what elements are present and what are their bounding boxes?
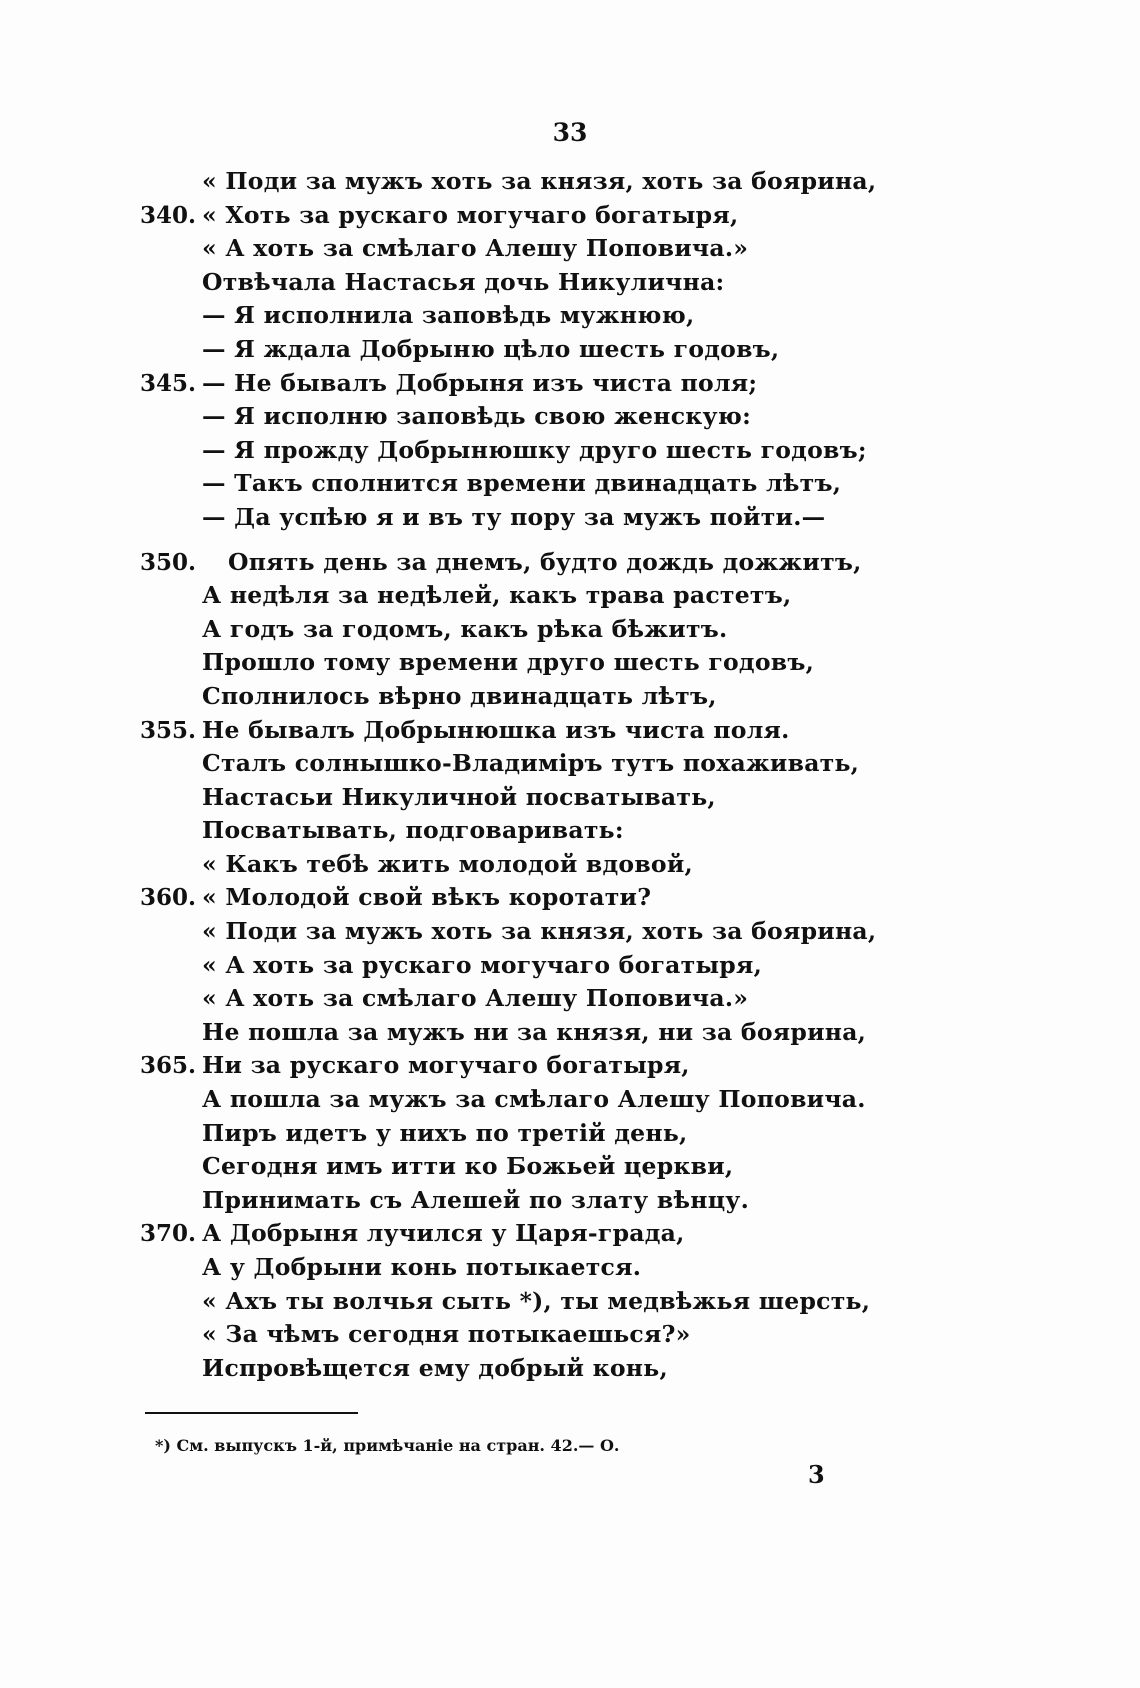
verse-text: « Хоть за рускаго могучаго богатыря, <box>202 200 739 229</box>
verse-line <box>140 646 860 680</box>
verse-text: Сполнилось вѣрно двинадцать лѣтъ, <box>202 681 717 710</box>
verse-line <box>140 949 860 983</box>
verse-text: — Я исполнила заповѣдь мужнюю, <box>202 301 695 330</box>
verse-text: Настасьи Никуличной посватывать, <box>202 782 716 811</box>
verse-line <box>140 1016 867 1050</box>
verse-line <box>140 1117 860 1151</box>
verse-line <box>140 1285 871 1319</box>
printer-signature-mark: 3 <box>808 1460 825 1489</box>
footnote: *) См. выпускъ 1-й, примѣчаніе на стран. 42.— О. <box>155 1436 620 1455</box>
verse-text: Принимать съ Алешей по злату вѣнцу. <box>202 1185 750 1214</box>
verse-line <box>140 434 867 468</box>
line-number: 360. <box>140 884 197 912</box>
line-number: 350. <box>140 548 197 576</box>
verse-text: Не бывалъ Добрынюшка изъ чиста поля. <box>202 715 790 744</box>
verse-line <box>140 680 860 714</box>
verse-line <box>140 747 860 781</box>
verse-text: Прошло тому времени друго шесть годовъ, <box>202 648 815 677</box>
verse-line <box>140 501 860 535</box>
verse-line <box>140 1049 860 1083</box>
verse-text: Пиръ идетъ у нихъ по третій день, <box>202 1118 688 1147</box>
verse-line <box>140 1184 860 1218</box>
line-number: 345. <box>140 369 197 397</box>
verse-text: « А хоть за смѣлаго Алешу Поповича.» <box>202 984 749 1013</box>
verse-text: « Ахъ ты волчья сыть *), ты медвѣжья шерсть, <box>202 1286 871 1315</box>
verse-line <box>140 1251 860 1285</box>
verse-line <box>140 1217 860 1251</box>
page-number: 33 <box>552 118 588 147</box>
verse-text: Ни за рускаго могучаго богатыря, <box>202 1051 690 1080</box>
verse-text: Посватывать, подговаривать: <box>202 816 624 845</box>
verse-text: А Добрыня лучился у Царя-града, <box>202 1219 685 1248</box>
poem-text <box>140 165 877 1385</box>
verse-line <box>140 579 860 613</box>
verse-text: — Такъ сполнится времени двинадцать лѣтъ, <box>202 469 842 498</box>
verse-line <box>140 781 860 815</box>
verse-line <box>140 881 860 915</box>
verse-text: — Я исполню заповѣдь свою женскую: <box>202 402 752 431</box>
verse-line <box>140 848 860 882</box>
verse-text: — Да успѣю я и въ ту пору за мужъ пойти.— <box>202 502 826 531</box>
line-number: 355. <box>140 716 197 744</box>
verse-line <box>140 1318 860 1352</box>
verse-text: « Поди за мужъ хоть за князя, хоть за боярина, <box>202 167 877 195</box>
verse-text: « За чѣмъ сегодня потыкаешься?» <box>202 1320 691 1349</box>
verse-line <box>140 199 860 233</box>
verse-text: « Молодой свой вѣкъ коротати? <box>202 883 652 912</box>
stanza-gap <box>140 535 860 546</box>
verse-line <box>140 982 860 1016</box>
verse-line <box>140 333 860 367</box>
verse-text: — Я ждала Добрыню цѣло шесть годовъ, <box>202 334 780 363</box>
verse-text: Сталъ солнышко-Владиміръ тутъ похаживать, <box>202 749 860 778</box>
verse-line <box>140 915 877 949</box>
verse-line <box>140 400 860 434</box>
verse-line <box>140 1352 860 1386</box>
verse-text: А у Добрыни конь потыкается. <box>202 1253 642 1281</box>
verse-line <box>140 714 860 748</box>
verse-text: — Не бывалъ Добрыня изъ чиста поля; <box>202 368 758 397</box>
verse-line <box>140 232 860 266</box>
verse-line <box>140 1150 860 1184</box>
verse-text: Испровѣщется ему добрый конь, <box>202 1353 668 1382</box>
line-number: 365. <box>140 1052 197 1080</box>
verse-text: « А хоть за рускаго могучаго богатыря, <box>202 950 762 979</box>
verse-line <box>140 266 860 300</box>
verse-text: Опять день за днемъ, будто дождь дожжитъ, <box>228 547 862 576</box>
verse-line <box>140 546 860 580</box>
verse-text: « Какъ тебѣ жить молодой вдовой, <box>202 849 693 878</box>
line-number: 370. <box>140 1220 197 1248</box>
verse-text: А недѣля за недѣлей, какъ трава растетъ, <box>202 581 792 610</box>
line-number: 340. <box>140 201 197 229</box>
verse-line <box>140 367 860 401</box>
verse-line <box>140 299 860 333</box>
verse-text: Отвѣчала Настасья дочь Никулична: <box>202 267 725 296</box>
verse-text: А годъ за годомъ, какъ рѣка бѣжитъ. <box>202 614 728 643</box>
verse-text: А пошла за мужъ за смѣлаго Алешу Поповича. <box>202 1085 866 1114</box>
footnote-divider <box>145 1412 358 1414</box>
verse-line <box>140 165 877 199</box>
verse-text: Сегодня имъ итти ко Божьей церкви, <box>202 1152 734 1181</box>
verse-text: « Поди за мужъ хоть за князя, хоть за боярина, <box>202 917 877 946</box>
verse-line <box>140 1083 866 1117</box>
verse-line <box>140 467 860 501</box>
verse-text: « А хоть за смѣлаго Алешу Поповича.» <box>202 234 749 263</box>
verse-line <box>140 814 860 848</box>
verse-text: — Я прожду Добрынюшку друго шесть годовъ; <box>202 435 867 464</box>
verse-line <box>140 613 860 647</box>
verse-text: Не пошла за мужъ ни за князя, ни за боярина, <box>202 1017 867 1046</box>
